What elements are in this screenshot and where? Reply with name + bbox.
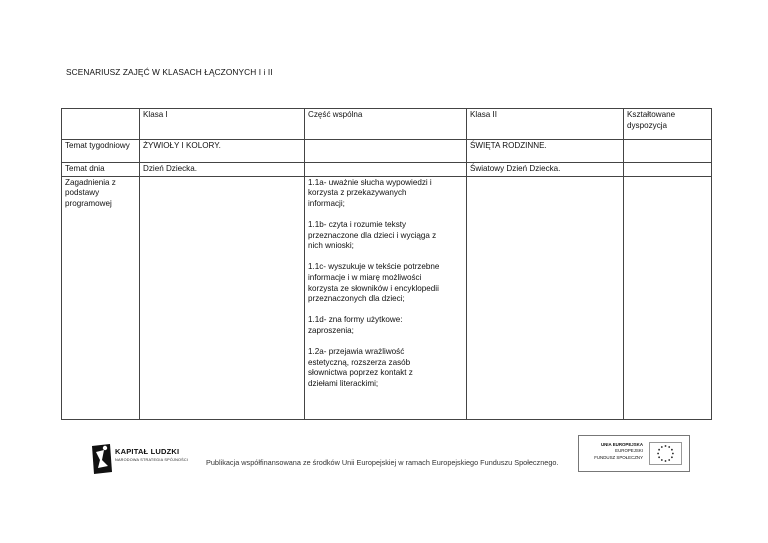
header-dispositions: Kształtowane dyspozycja <box>624 109 712 140</box>
row-label-core-curriculum: Zagadnienia z podstawy programowej <box>62 176 140 419</box>
lesson-scenario-table <box>61 108 712 420</box>
table-row-day-topic <box>62 163 712 177</box>
curriculum-item: 1.1a- uważnie słucha wypowiedzi i korzysta z przekazywanych informacji; <box>308 177 432 208</box>
header-common-part: Część wspólna <box>305 109 467 140</box>
cell-weekly-topic-klasa-1: ŻYWIOŁY I KOLORY. <box>140 140 305 163</box>
header-klasa-2: Klasa II <box>467 109 624 140</box>
curriculum-item: 1.1c- wyszukuje w tekście potrzebne informacje i w miarę możliwości korzysta ze słowników i encyklopedii przeznaczonych dla dzieci; <box>308 262 440 304</box>
eu-logo-text <box>585 442 643 461</box>
page-footer <box>0 430 768 490</box>
table-row-core-curriculum <box>62 176 712 419</box>
cell-day-topic-klasa-1: Dzień Dziecka. <box>140 163 305 177</box>
curriculum-item: 1.1d- zna formy użytkowe: zaproszenia; <box>308 315 403 335</box>
kapital-ludzki-emblem-icon <box>90 442 114 476</box>
publication-note: Publikacja współfinansowana ze środków Unii Europejskiej w ramach Europejskiego Funduszu Społecznego. <box>206 458 559 467</box>
table-row-weekly-topic <box>62 140 712 163</box>
eu-flag-icon <box>649 442 682 465</box>
cell-day-topic-dispositions <box>624 163 712 177</box>
cell-core-klasa-2 <box>467 176 624 419</box>
eu-line-2: EUROPEJSKI <box>615 448 643 454</box>
cell-core-common <box>305 176 467 419</box>
row-label-weekly-topic: Temat tygodniowy <box>62 140 140 163</box>
cell-weekly-topic-common <box>305 140 467 163</box>
document-title: SCENARIUSZ ZAJĘĆ W KLASACH ŁĄCZONYCH I i II <box>66 67 273 77</box>
cell-weekly-topic-dispositions <box>624 140 712 163</box>
cell-day-topic-common <box>305 163 467 177</box>
eu-line-3: FUNDUSZ SPOŁECZNY <box>594 454 643 460</box>
header-klasa-1: Klasa I <box>140 109 305 140</box>
cell-day-topic-klasa-2: Światowy Dzień Dziecka. <box>467 163 624 177</box>
table-header-row <box>62 109 712 140</box>
header-cell-empty <box>62 109 140 140</box>
eu-line-1: UNIA EUROPEJSKA <box>600 442 643 447</box>
eu-logo-box <box>578 435 690 472</box>
cell-core-dispositions <box>624 176 712 419</box>
curriculum-item: 1.2a- przejawia wrażliwość estetyczną, rozszerza zasób słownictwa poprzez kontakt z dziełami literackimi; <box>308 347 413 388</box>
kapital-ludzki-title: KAPITAŁ LUDZKI <box>115 447 180 456</box>
cell-core-klasa-1 <box>140 176 305 419</box>
row-label-day-topic: Temat dnia <box>62 163 140 177</box>
kapital-ludzki-subtitle: NARODOWA STRATEGIA SPÓJNOŚCI <box>115 458 189 462</box>
cell-weekly-topic-klasa-2: ŚWIĘTA RODZINNE. <box>467 140 624 163</box>
curriculum-item: 1.1b- czyta i rozumie teksty przeznaczone dla dzieci i wyciąga z nich wnioski; <box>308 219 437 251</box>
